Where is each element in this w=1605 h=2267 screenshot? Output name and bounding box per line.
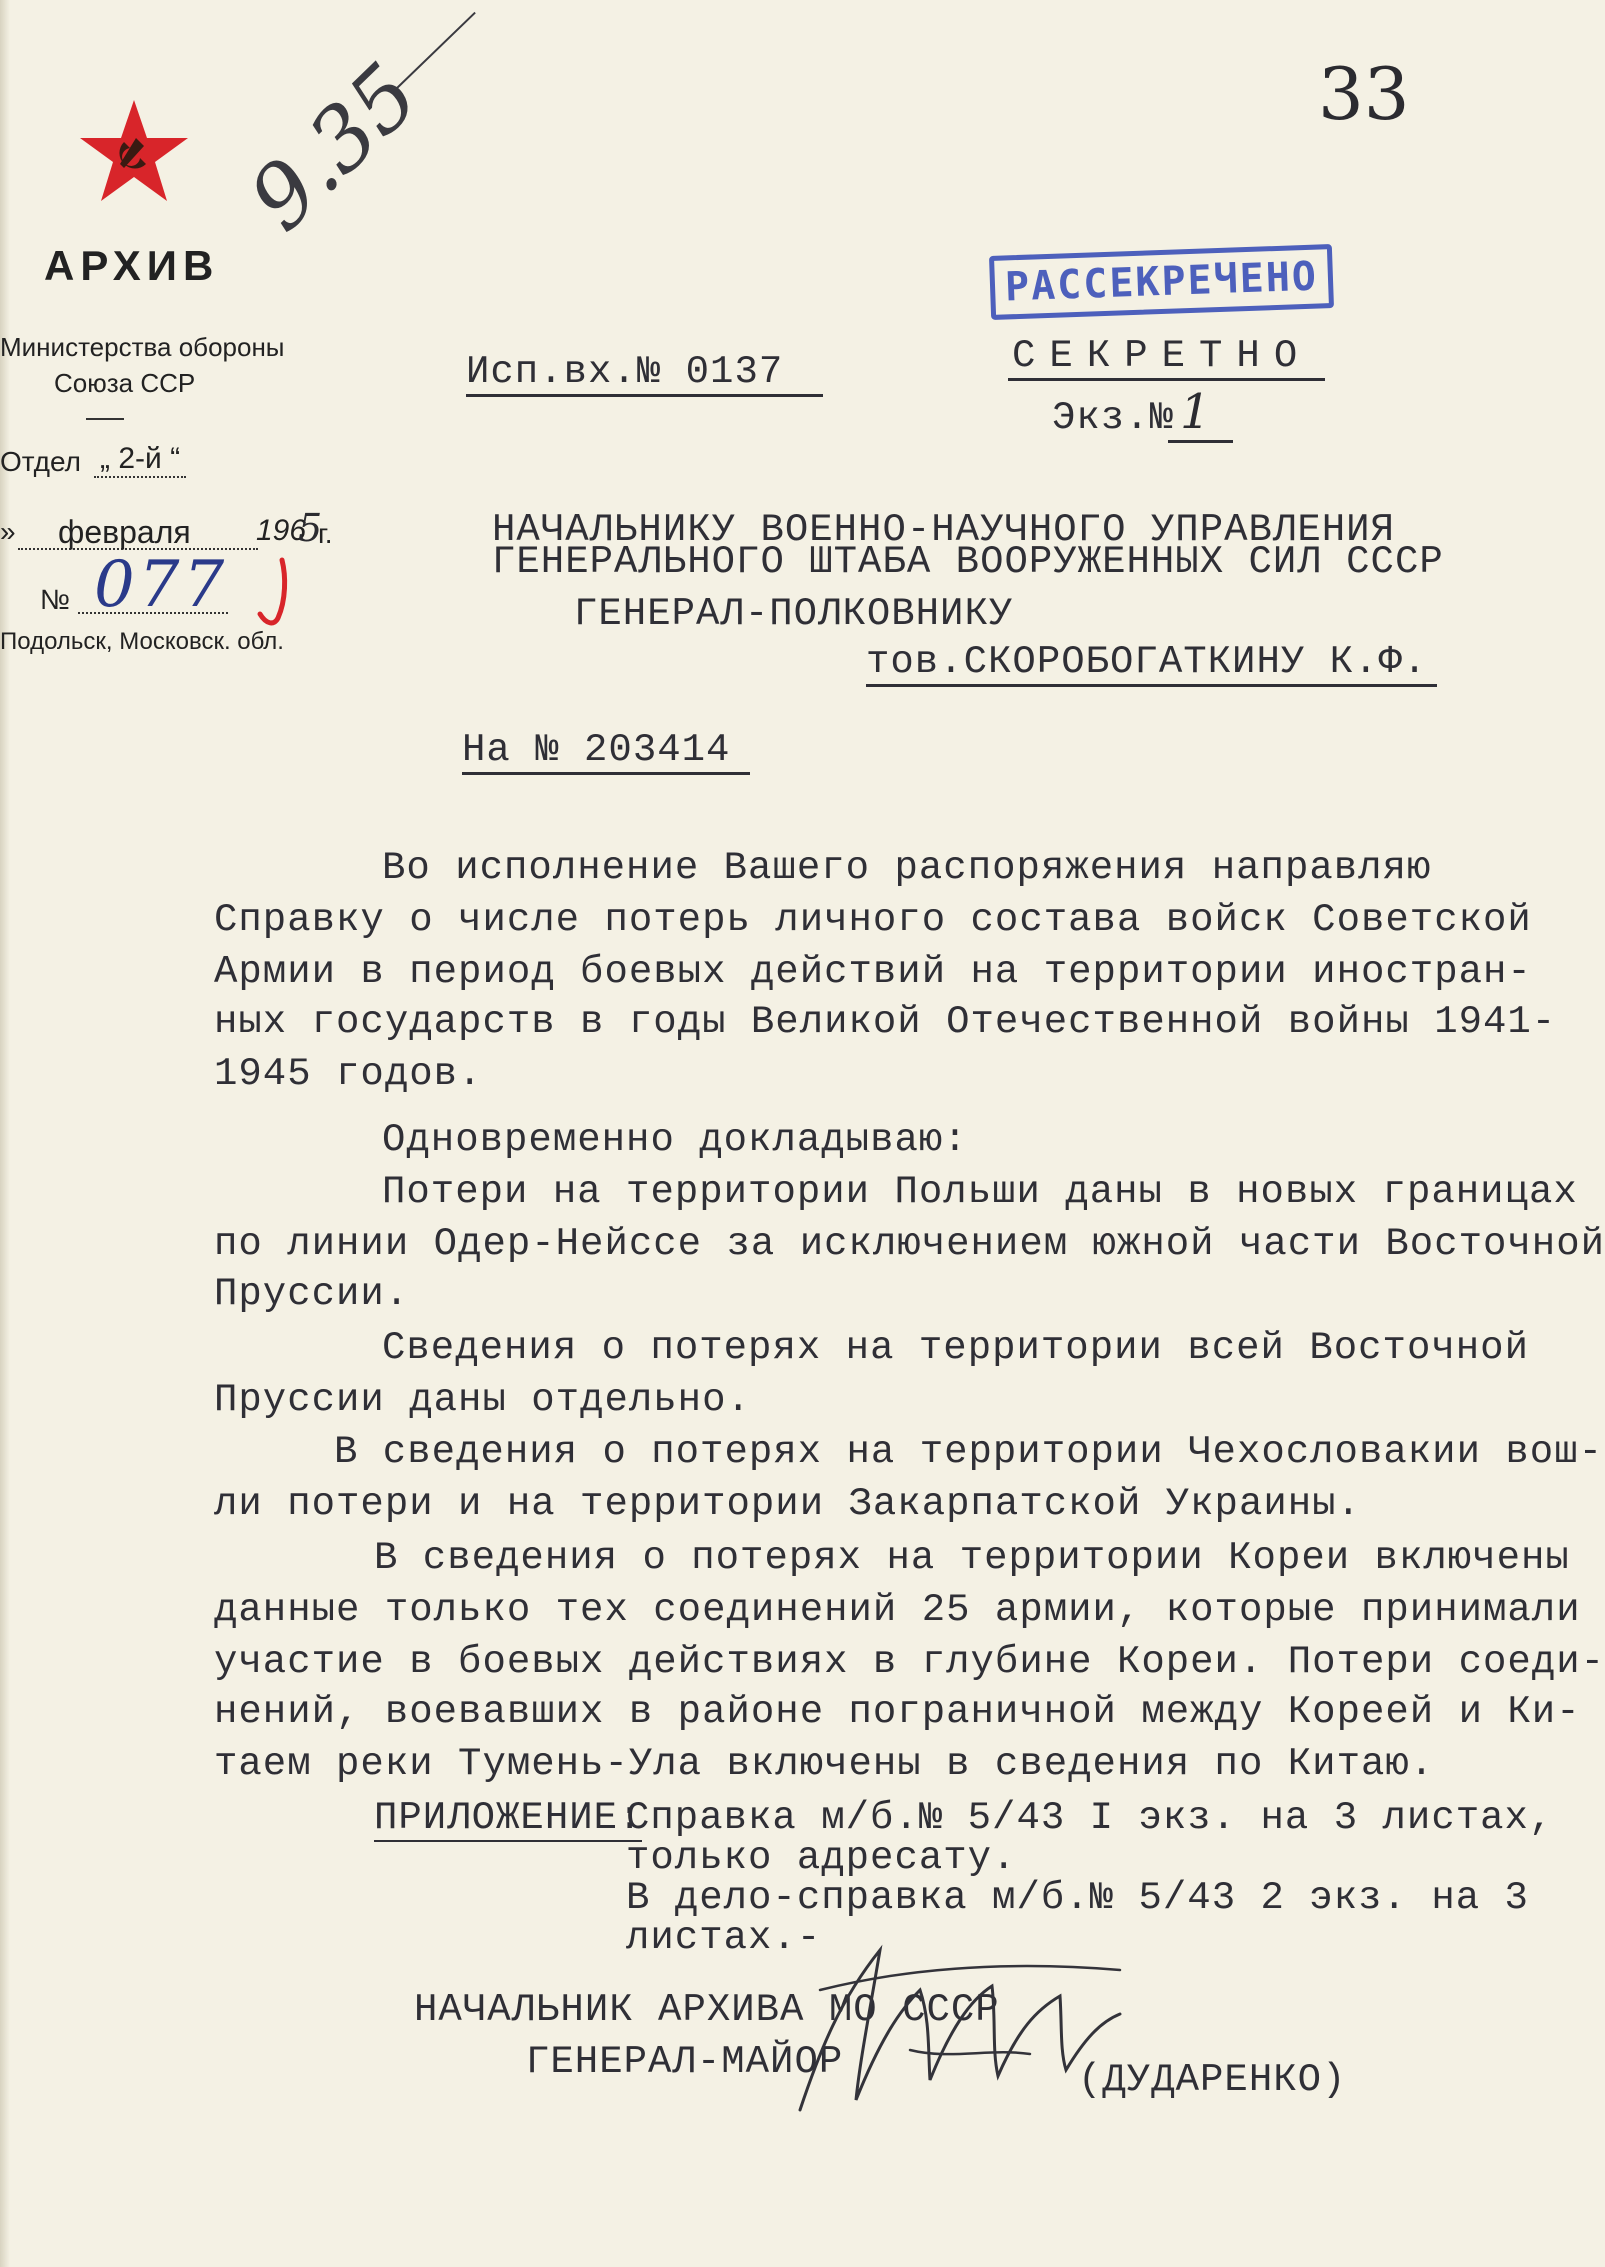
red-check-mark (252, 556, 292, 630)
handwritten-diagonal-stroke (395, 12, 476, 90)
attachment-line-4: листах.- (626, 1916, 822, 1960)
date-year-handwritten: 5 (298, 506, 323, 550)
attachment-label: ПРИЛОЖЕНИЕ: (374, 1796, 643, 1840)
body-line-13: ли потери и на территории Закарпатской Украины. (214, 1482, 1361, 1526)
body-line-6: Одновременно докладываю: (382, 1118, 968, 1162)
body-line-8: по линии Одер-Нейссе за исключением южной части Восточной (214, 1222, 1605, 1266)
body-line-4: ных государств в годы Великой Отечественной войны 1941- (214, 1000, 1557, 1044)
declassified-stamp: РАССЕКРЕЧЕНО (989, 244, 1334, 320)
body-line-18: таем реки Тумень-Ула включены в сведения по Китаю. (214, 1742, 1435, 1786)
date-month: февраля (58, 514, 191, 550)
archive-title: АРХИВ (44, 242, 220, 289)
attachment-line-1: Справка м/б.№ 5/43 I экз. на 3 листах, (626, 1796, 1554, 1840)
number-line (78, 612, 228, 614)
attachment-line-3: В дело-справка м/б.№ 5/43 2 экз. на 3 (626, 1876, 1529, 1920)
number-label: № (40, 584, 71, 615)
body-line-2: Справку о числе потерь личного состава войск Советской (214, 898, 1532, 942)
archive-city: Подольск, Московск. обл. (0, 628, 284, 655)
signatory-name: (ДУДАРЕНКО) (1078, 2058, 1347, 2102)
red-star-icon (78, 98, 190, 204)
classification: СЕКРЕТНО (1008, 334, 1325, 381)
ministry-line-2: Союза ССР (54, 368, 196, 398)
body-line-12: В сведения о потерях на территории Чехословакии вош- (334, 1430, 1603, 1474)
body-line-7: Потери на территории Польши даны в новых границах (382, 1170, 1578, 1214)
body-line-14: В сведения о потерях на территории Кореи включены (374, 1536, 1570, 1580)
addressee-line-2: ГЕНЕРАЛЬНОГО ШТАБА ВООРУЖЕННЫХ СИЛ СССР (492, 540, 1444, 584)
signatory-title-1: НАЧАЛЬНИК АРХИВА МО СССР (414, 1988, 1000, 2032)
attachment-line-2: только адресату. (626, 1836, 1017, 1880)
handwritten-signature (760, 1930, 1160, 2120)
ministry-line-1: Министерства обороны (0, 332, 285, 362)
body-line-5: 1945 годов. (214, 1052, 483, 1096)
addressee-line-4: тов.СКОРОБОГАТКИНУ К.Ф. (866, 640, 1437, 687)
addressee-line-1: НАЧАЛЬНИКУ ВОЕННО-НАУЧНОГО УПРАВЛЕНИЯ (492, 508, 1395, 552)
copy-number: 1 (1168, 384, 1233, 443)
body-line-9: Пруссии. (214, 1272, 410, 1316)
body-line-16: участие в боевых действиях в глубине Кореи. Потери соеди- (214, 1640, 1605, 1684)
body-line-10: Сведения о потерях на территории всей Восточной (382, 1326, 1529, 1370)
ministry-divider (86, 418, 124, 420)
reply-to-number: На № 203414 (462, 728, 750, 775)
archive-number: 077 (94, 548, 229, 622)
handwritten-page-number: 33 (1318, 52, 1410, 136)
body-line-11: Пруссии даны отдельно. (214, 1378, 751, 1422)
body-line-17: нений, воевавших в районе пограничной между Кореей и Ки- (214, 1690, 1581, 1734)
signatory-title-2: ГЕНЕРАЛ-МАЙОР (526, 2040, 844, 2084)
body-line-1: Во исполнение Вашего распоряжения направляю (382, 846, 1432, 890)
dept-label: Отдел (0, 446, 81, 477)
handwritten-diagonal-note: 9.35 (230, 45, 438, 250)
addressee-line-3: ГЕНЕРАЛ-ПОЛКОВНИКУ (574, 592, 1014, 636)
date-prefix: » (0, 516, 16, 547)
ref-number: Исп.вх.№ 0137 (466, 350, 823, 397)
copy-label: Экз.№ (1052, 396, 1175, 440)
date-year-suffix: г. (318, 518, 333, 549)
body-line-3: Армии в период боевых действий на территории иностран- (214, 950, 1532, 994)
date-year-prefix: 196 (256, 514, 307, 547)
dept-value: „ 2-й “ (94, 442, 186, 478)
body-line-15: данные только тех соединений 25 армии, которые принимали (214, 1588, 1581, 1632)
